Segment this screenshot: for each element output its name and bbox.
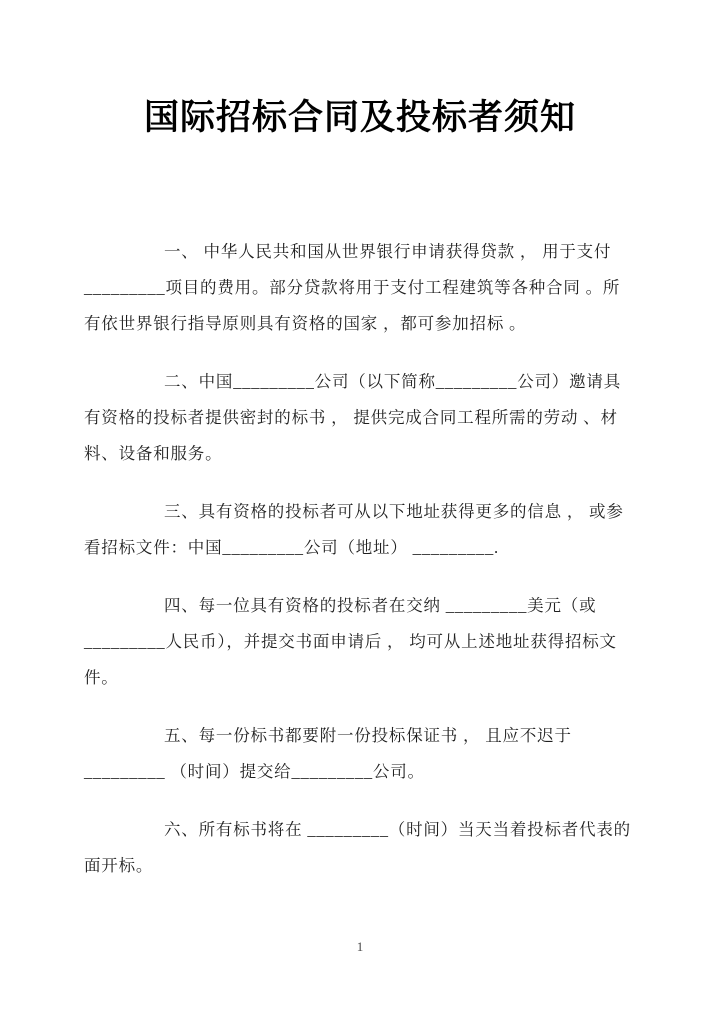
- page-number: 1: [356, 939, 364, 954]
- paragraph-6: 六、所有标书将在 _________（时间）当天当着投标者代表的面开标。: [84, 820, 631, 875]
- document-body: [84, 234, 636, 884]
- paragraph-5: 五、每一份标书都要附一份投标保证书 ， 且应不迟于_________ （时间）提交给_________公司。: [84, 726, 572, 781]
- paragraph-4: 四、每一位具有资格的投标者在交纳 _________美元（或_________人民币），并提交书面申请后 ， 均可从上述地址获得招标文件。: [84, 596, 617, 687]
- paragraph-2: 二、中国_________公司（以下简称_________公司）邀请具有资格的投标者提供密封的标书 ， 提供完成合同工程所需的劳动 、材料、设备和服务。: [84, 372, 621, 463]
- paragraph-3: 三、具有资格的投标者可从以下地址获得更多的信息 ， 或参看招标文件：中国_________公司（地址） _________.: [84, 502, 624, 557]
- paragraph-1: 一、 中华人民共和国从世界银行申请获得贷款 ， 用于支付_________项目的费用。部分贷款将用于支付工程建筑等各种合同 。所有依世界银行指导原则具有资格的国家 ，都可参加招标 。: [84, 242, 621, 333]
- page-footer: [0, 938, 720, 956]
- document-title: 国际招标合同及投标者须知: [143, 98, 576, 137]
